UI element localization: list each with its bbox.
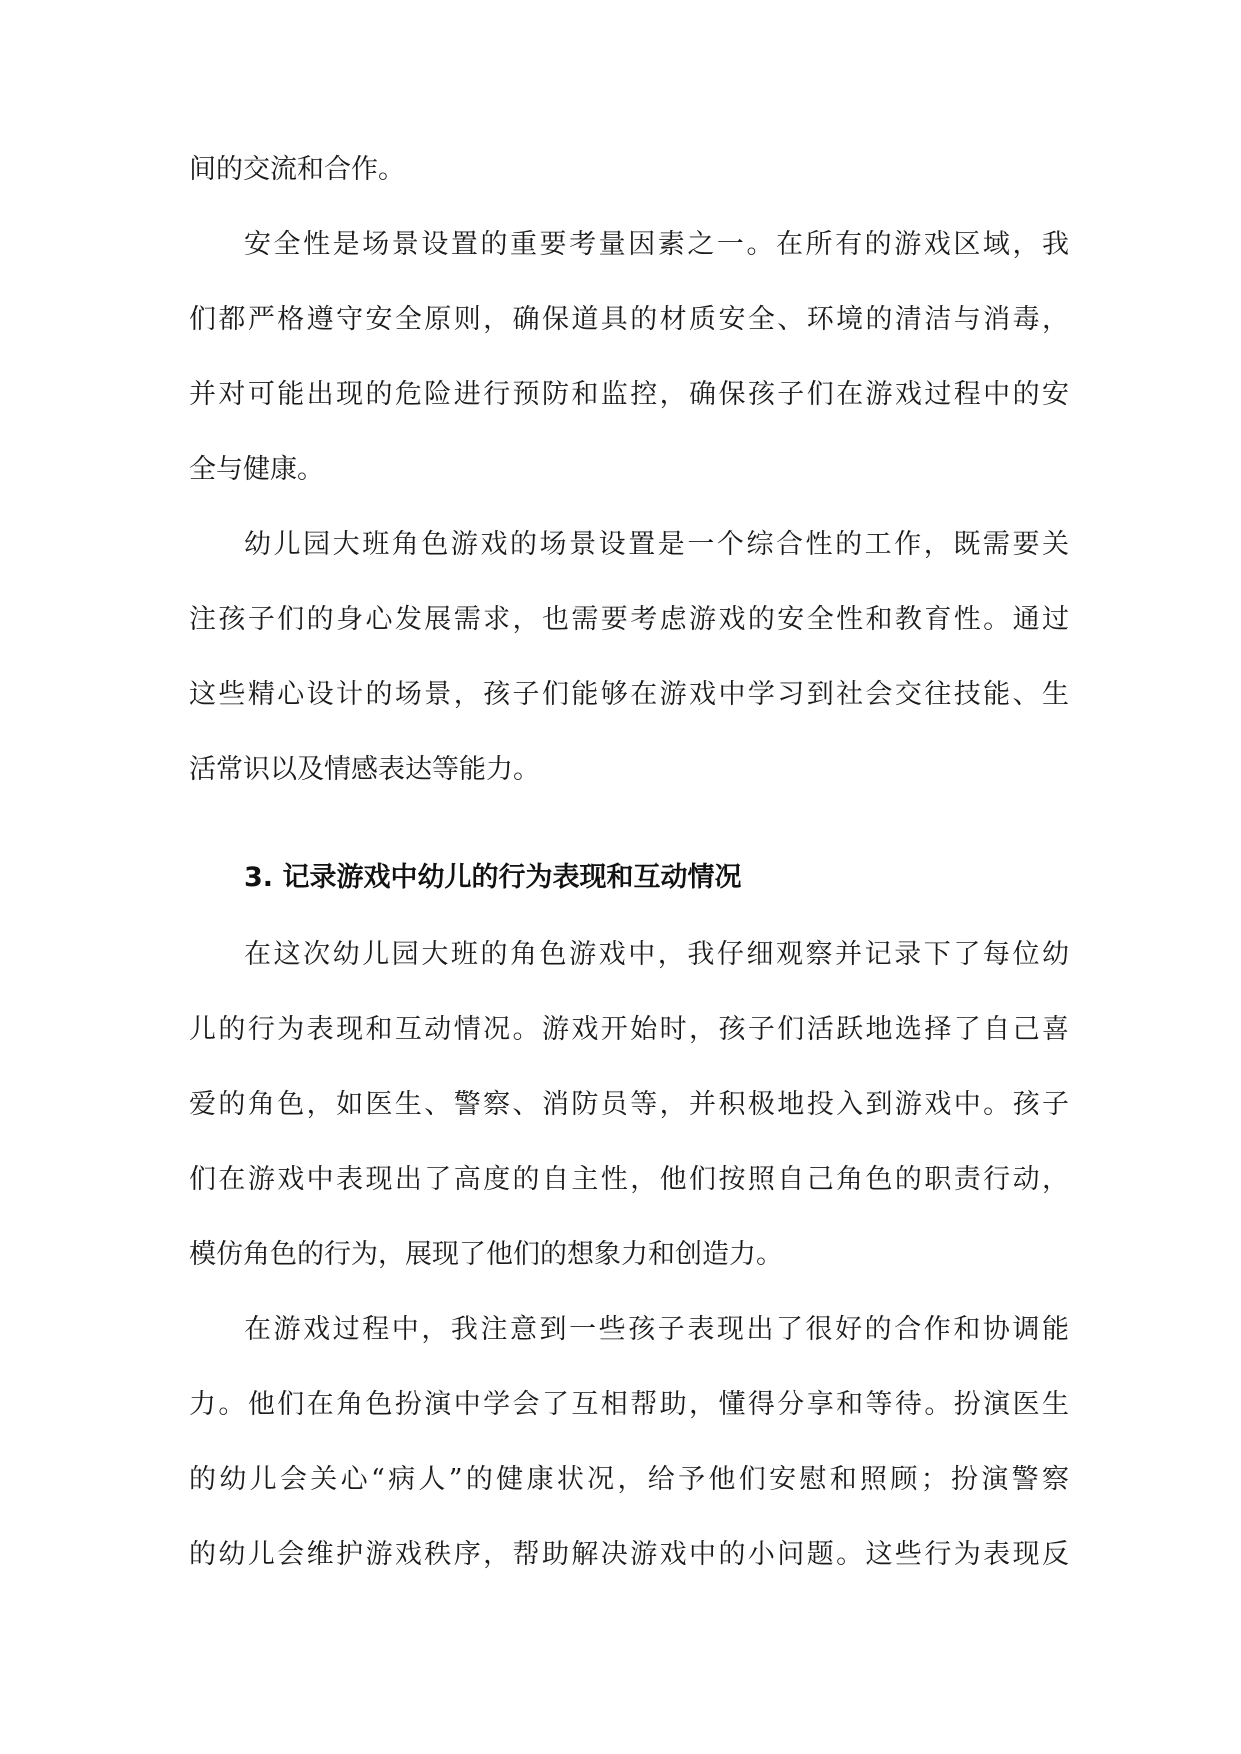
paragraph-5-line-3: 的幼儿会关心“病人”的健康状况，给予他们安慰和照顾；扮演警察 [189,1464,1069,1495]
paragraph-4-line-2: 儿的行为表现和互动情况。游戏开始时，孩子们活跃地选择了自己喜 [189,1014,1069,1045]
paragraph-4-line-4: 们在游戏中表现出了高度的自主性，他们按照自己角色的职责行动， [189,1164,1069,1195]
paragraph-2-line-4: 全与健康。 [189,454,324,485]
paragraph-4-line-1: 在这次幼儿园大班的角色游戏中，我仔细观察并记录下了每位幼 [244,939,1069,970]
paragraph-5-line-1: 在游戏过程中，我注意到一些孩子表现出了很好的合作和协调能 [244,1314,1069,1345]
paragraph-2-line-1: 安全性是场景设置的重要考量因素之一。在所有的游戏区域，我 [244,229,1069,260]
paragraph-3-line-3: 这些精心设计的场景，孩子们能够在游戏中学习到社会交往技能、生 [189,679,1069,710]
paragraph-5-line-4: 的幼儿会维护游戏秩序，帮助解决游戏中的小问题。这些行为表现反 [189,1539,1069,1570]
paragraph-5-line-2: 力。他们在角色扮演中学会了互相帮助，懂得分享和等待。扮演医生 [189,1389,1069,1420]
paragraph-4-line-5: 模仿角色的行为，展现了他们的想象力和创造力。 [189,1239,783,1270]
paragraph-2-line-2: 们都严格遵守安全原则，确保道具的材质安全、环境的清洁与消毒， [189,304,1069,335]
paragraph-4-line-3: 爱的角色，如医生、警察、消防员等，并积极地投入到游戏中。孩子 [189,1089,1069,1120]
paragraph-2-line-3: 并对可能出现的危险进行预防和监控，确保孩子们在游戏过程中的安 [189,379,1069,410]
paragraph-3-line-1: 幼儿园大班角色游戏的场景设置是一个综合性的工作，既需要关 [244,529,1069,560]
paragraph-1-line-1: 间的交流和合作。 [189,154,405,185]
paragraph-3-line-2: 注孩子们的身心发展需求，也需要考虑游戏的安全性和教育性。通过 [189,604,1069,635]
paragraph-3-line-4: 活常识以及情感表达等能力。 [189,754,540,785]
section-heading: 3. 记录游戏中幼儿的行为表现和互动情况 [244,862,742,893]
